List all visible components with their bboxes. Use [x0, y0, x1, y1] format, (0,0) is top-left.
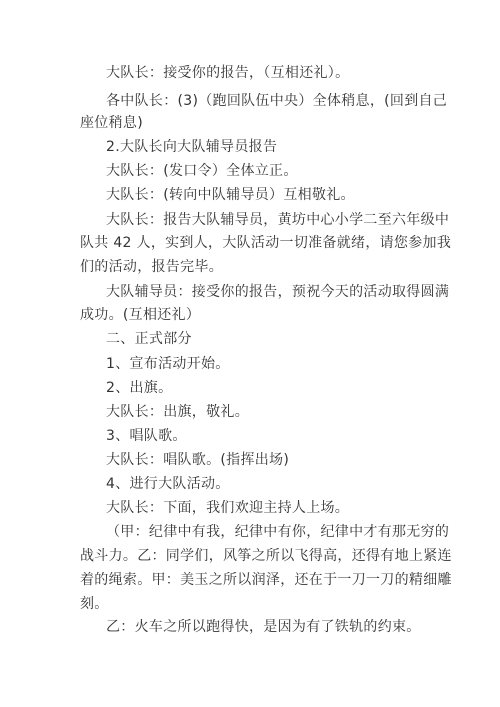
text-line: 各中队长：(3)（跑回队伍中央）全体稍息，(回到自己 [106, 93, 448, 109]
text-line: 大队长：(转向中队辅导员）互相敬礼。 [106, 187, 355, 203]
text-line: 大队长：报告大队辅导员，黄坊中心小学二至六年级中 [106, 212, 450, 228]
text-line: 成功。(互相还礼） [80, 307, 201, 323]
text-line: 2.大队长向大队辅导员报告 [106, 139, 278, 155]
text-line: 1、宣布活动开始。 [106, 356, 230, 372]
text-line: 大队长：(发口令）全体立正。 [106, 163, 298, 179]
text-line: 队共 42 人，实到人，大队活动一切准备就绪，请您参加我 [80, 235, 452, 251]
text-line: 大队长：出旗，敬礼。 [106, 404, 249, 420]
text-line: 着的绳索。甲：美玉之所以润泽，还在于一刀一刀的精细雕 [80, 572, 452, 588]
text-line: 大队长：唱队歌。(指挥出场) [106, 452, 290, 468]
text-line: 4、进行大队活动。 [106, 476, 230, 492]
text-line: 大队辅导员：接受你的报告，预祝今天的活动取得圆满 [106, 284, 450, 300]
text-line: （甲：纪律中有我，纪律中有你，纪律中才有那无穷的 [106, 524, 450, 540]
text-line: 大队长：接受你的报告，（互相还礼）。 [106, 65, 350, 81]
text-line: 们的活动，报告完毕。 [80, 259, 223, 275]
text-line: 2、出旗。 [106, 380, 173, 396]
text-line: 座位稍息) [80, 115, 143, 131]
text-line: 3、唱队歌。 [106, 428, 187, 444]
text-line: 大队长：下面，我们欢迎主持人上场。 [106, 500, 350, 516]
text-line: 乙：火车之所以跑得快，是因为有了铁轨的约束。 [106, 619, 421, 635]
text-line: 战斗力。乙：同学们，风筝之所以飞得高，还得有地上紧连 [80, 548, 452, 564]
section-heading: 二、正式部分 [106, 331, 192, 347]
text-line: 刻。 [80, 596, 109, 612]
